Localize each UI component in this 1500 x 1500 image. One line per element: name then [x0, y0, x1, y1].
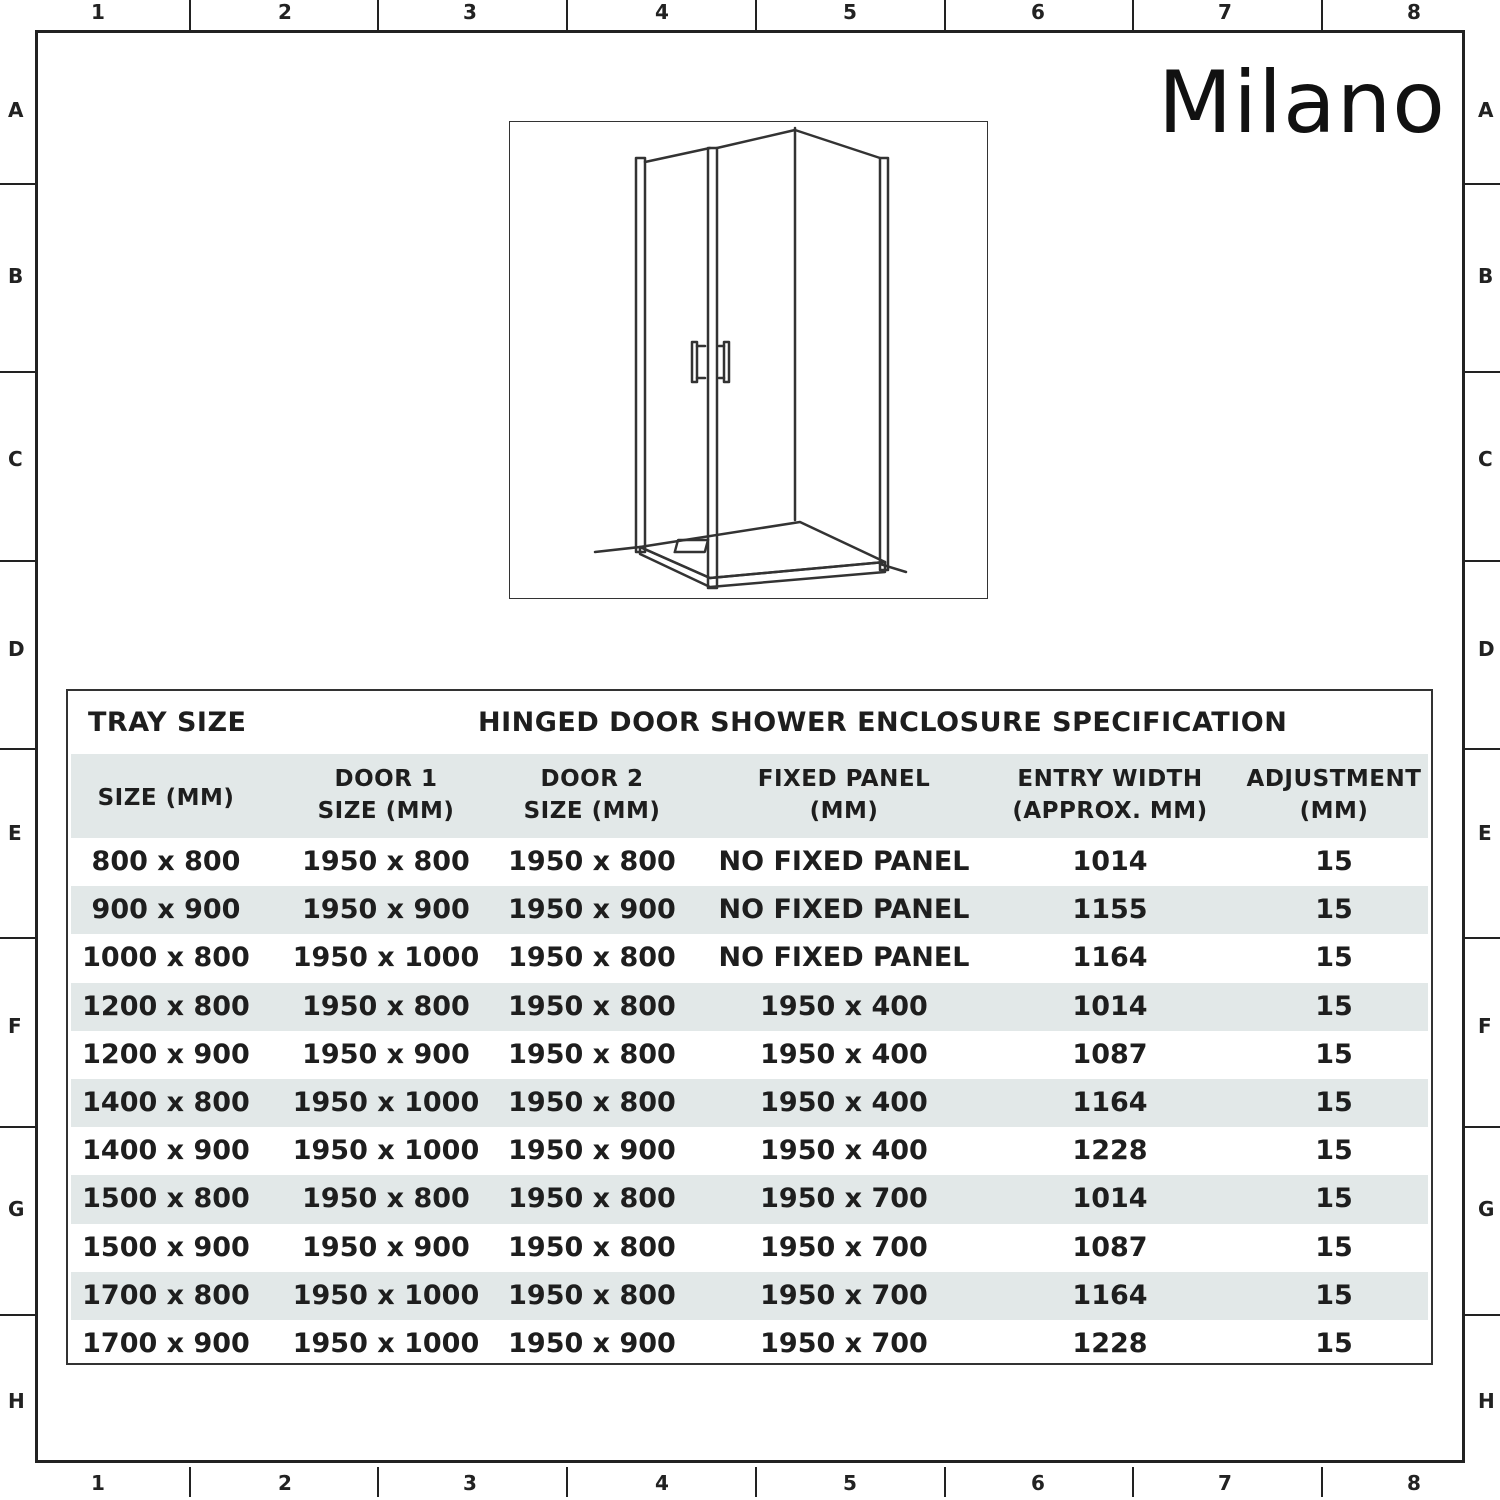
table-cell: 1228: [1072, 1135, 1148, 1167]
right-row-mark: A: [1478, 98, 1494, 122]
table-cell: 15: [1315, 846, 1353, 877]
table-cell: 1000 x 800: [82, 942, 250, 974]
table-cell: NO FIXED PANEL: [718, 846, 970, 877]
grid-tick: [0, 560, 35, 562]
top-column-mark: 7: [1218, 0, 1232, 24]
table-cell: 1950 x 800: [508, 1183, 676, 1215]
grid-tick: [1132, 1467, 1134, 1497]
table-cell: 1400 x 900: [82, 1135, 250, 1167]
column-header-line: DOOR 1: [334, 766, 438, 792]
enclosure-drawing: [510, 122, 986, 598]
grid-tick: [0, 371, 35, 373]
bottom-column-mark: 8: [1407, 1471, 1421, 1495]
table-row: [71, 1320, 1428, 1368]
table-cell: 1950 x 400: [760, 1038, 928, 1070]
specification-table: [66, 689, 1433, 1365]
grid-tick: [1465, 560, 1500, 562]
column-header-line: DOOR 2: [540, 766, 644, 792]
right-row-mark: H: [1478, 1389, 1495, 1413]
table-row: [71, 886, 1428, 934]
table-row: [71, 1175, 1428, 1223]
table-cell: 1950 x 1000: [292, 942, 480, 974]
grid-tick: [1132, 0, 1134, 30]
column-header: [56, 782, 276, 814]
milano-logo: Milano: [1158, 53, 1446, 153]
table-cell: 15: [1315, 1087, 1353, 1118]
table-cell: 1950 x 1000: [292, 1135, 480, 1167]
table-cell: 1950 x 700: [760, 1183, 928, 1215]
grid-tick: [189, 1467, 191, 1497]
table-cell: 1950 x 900: [508, 1328, 676, 1359]
table-cell: NO FIXED PANEL: [718, 942, 970, 974]
table-cell: 15: [1315, 1279, 1353, 1311]
table-cell: 1950 x 800: [508, 1038, 676, 1070]
top-column-mark: 8: [1407, 0, 1421, 24]
column-header-line: (MM): [1299, 798, 1369, 824]
grid-tick: [0, 1314, 35, 1316]
left-row-mark: H: [8, 1389, 25, 1413]
table-row: [71, 838, 1428, 886]
bottom-column-mark: 1: [91, 1471, 105, 1495]
table-cell: 15: [1315, 1038, 1353, 1070]
grid-tick: [0, 748, 35, 750]
table-cell: 1400 x 800: [82, 1087, 250, 1118]
table-cell: 1950 x 900: [508, 894, 676, 926]
table-row: [71, 1079, 1428, 1127]
table-cell: 1950 x 700: [760, 1231, 928, 1263]
grid-tick: [377, 0, 379, 30]
table-cell: 1014: [1072, 1183, 1148, 1215]
grid-tick: [944, 1467, 946, 1497]
left-row-mark: D: [8, 637, 25, 661]
table-cell: 1500 x 900: [82, 1231, 250, 1263]
grid-tick: [1465, 1314, 1500, 1316]
bottom-column-mark: 5: [843, 1471, 857, 1495]
table-cell: 1164: [1072, 1087, 1148, 1118]
table-cell: 1950 x 800: [508, 990, 676, 1022]
column-header-line: (MM): [809, 798, 879, 824]
table-cell: 1950 x 700: [760, 1279, 928, 1311]
table-cell: 1014: [1072, 990, 1148, 1022]
left-row-mark: B: [8, 264, 24, 288]
left-row-mark: A: [8, 98, 24, 122]
table-cell: 1950 x 800: [508, 1279, 676, 1311]
grid-tick: [1465, 748, 1500, 750]
table-cell: 1950 x 400: [760, 990, 928, 1022]
grid-tick: [755, 1467, 757, 1497]
table-cell: 1950 x 1000: [292, 1279, 480, 1311]
left-row-mark: C: [8, 447, 23, 471]
table-cell: 1950 x 800: [508, 942, 676, 974]
grid-tick: [944, 0, 946, 30]
table-cell: 1950 x 900: [302, 1038, 470, 1070]
table-cell: 15: [1315, 894, 1353, 926]
table-cell: 1950 x 800: [508, 846, 676, 877]
right-row-mark: D: [1478, 637, 1495, 661]
right-row-mark: E: [1478, 821, 1492, 845]
grid-tick: [566, 1467, 568, 1497]
table-cell: 15: [1315, 1231, 1353, 1263]
table-cell: 1087: [1072, 1038, 1148, 1070]
table-cell: 1950 x 800: [302, 990, 470, 1022]
table-cell: 1228: [1072, 1328, 1148, 1359]
grid-tick: [377, 1467, 379, 1497]
tray-size-heading: TRAY SIZE: [88, 707, 247, 738]
column-header-line: SIZE (MM): [523, 798, 661, 824]
top-column-mark: 6: [1031, 0, 1045, 24]
table-cell: 1087: [1072, 1231, 1148, 1263]
table-cell: 1014: [1072, 846, 1148, 877]
grid-tick: [1465, 183, 1500, 185]
table-row: [71, 983, 1428, 1031]
top-column-mark: 3: [463, 0, 477, 24]
table-cell: 1164: [1072, 1279, 1148, 1311]
table-cell: 15: [1315, 1183, 1353, 1215]
bottom-column-mark: 4: [655, 1471, 669, 1495]
table-cell: 1950 x 800: [302, 1183, 470, 1215]
top-column-mark: 4: [655, 0, 669, 24]
table-cell: 1950 x 800: [302, 846, 470, 877]
table-row: [71, 1127, 1428, 1175]
grid-tick: [1321, 0, 1323, 30]
table-cell: 15: [1315, 1135, 1353, 1167]
bottom-column-mark: 2: [278, 1471, 292, 1495]
column-header-line: ADJUSTMENT: [1246, 766, 1422, 792]
bottom-column-mark: 6: [1031, 1471, 1045, 1495]
table-cell: 1950 x 400: [760, 1135, 928, 1167]
table-cell: 1950 x 900: [302, 1231, 470, 1263]
grid-tick: [189, 0, 191, 30]
table-cell: 1950 x 400: [760, 1087, 928, 1118]
grid-tick: [1465, 1126, 1500, 1128]
column-header-line: ENTRY WIDTH: [1017, 766, 1203, 792]
table-cell: NO FIXED PANEL: [718, 894, 970, 926]
table-cell: 1200 x 900: [82, 1038, 250, 1070]
table-row: [71, 934, 1428, 982]
table-cell: 800 x 800: [91, 846, 241, 877]
left-row-mark: G: [8, 1197, 25, 1221]
table-row: [71, 1224, 1428, 1272]
right-row-mark: B: [1478, 264, 1494, 288]
table-cell: 1500 x 800: [82, 1183, 250, 1215]
table-cell: 1950 x 700: [760, 1328, 928, 1359]
table-cell: 1950 x 900: [508, 1135, 676, 1167]
table-cell: 1155: [1072, 894, 1148, 926]
grid-tick: [755, 0, 757, 30]
column-header: [482, 763, 702, 827]
table-cell: 1700 x 800: [82, 1279, 250, 1311]
grid-tick: [0, 1126, 35, 1128]
table-cell: 1200 x 800: [82, 990, 250, 1022]
table-cell: 15: [1315, 990, 1353, 1022]
right-row-mark: G: [1478, 1197, 1495, 1221]
grid-tick: [0, 937, 35, 939]
table-cell: 1950 x 900: [302, 894, 470, 926]
column-header: [1224, 763, 1444, 827]
table-cell: 1950 x 800: [508, 1231, 676, 1263]
left-row-mark: E: [8, 821, 22, 845]
bottom-column-mark: 7: [1218, 1471, 1232, 1495]
table-cell: 1950 x 1000: [292, 1087, 480, 1118]
table-row: [71, 1272, 1428, 1320]
column-header: [734, 763, 954, 827]
column-header-line: (APPROX. MM): [1012, 798, 1208, 824]
column-header-line: FIXED PANEL: [757, 766, 931, 792]
grid-tick: [0, 183, 35, 185]
table-row: [71, 1031, 1428, 1079]
grid-tick: [1465, 371, 1500, 373]
table-cell: 1700 x 900: [82, 1328, 250, 1359]
bottom-column-mark: 3: [463, 1471, 477, 1495]
grid-tick: [1465, 937, 1500, 939]
column-header-line: SIZE (MM): [97, 785, 235, 811]
column-header-line: SIZE (MM): [317, 798, 455, 824]
grid-tick: [566, 0, 568, 30]
spec-heading: HINGED DOOR SHOWER ENCLOSURE SPECIFICATION: [478, 707, 1288, 738]
top-column-mark: 1: [91, 0, 105, 24]
top-column-mark: 2: [278, 0, 292, 24]
right-row-mark: F: [1478, 1014, 1492, 1038]
table-cell: 15: [1315, 942, 1353, 974]
grid-tick: [1321, 1467, 1323, 1497]
table-cell: 900 x 900: [91, 894, 241, 926]
hinged-door-shower-enclosure-icon: [509, 121, 988, 599]
table-cell: 15: [1315, 1328, 1353, 1359]
right-row-mark: C: [1478, 447, 1493, 471]
left-row-mark: F: [8, 1014, 22, 1038]
table-cell: 1950 x 1000: [292, 1328, 480, 1359]
table-cell: 1164: [1072, 942, 1148, 974]
column-header: [1000, 763, 1220, 827]
top-column-mark: 5: [843, 0, 857, 24]
table-cell: 1950 x 800: [508, 1087, 676, 1118]
column-header: [276, 763, 496, 827]
